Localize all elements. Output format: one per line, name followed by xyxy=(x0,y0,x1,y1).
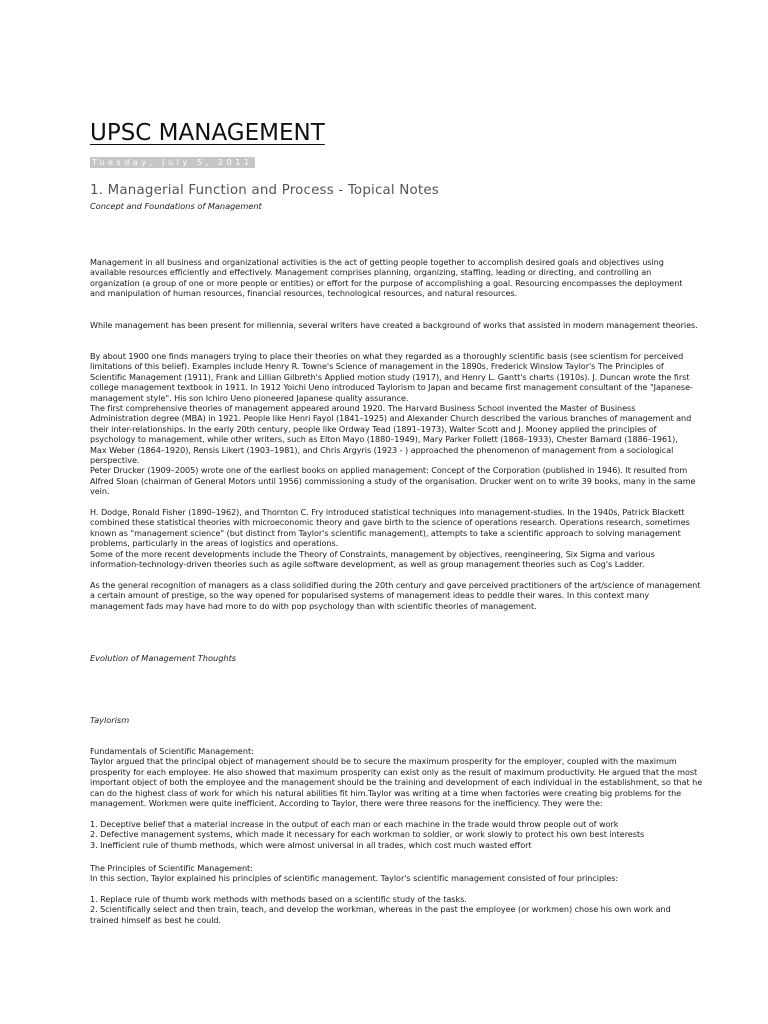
post-subtitle: Concept and Foundations of Management xyxy=(90,201,262,211)
text-line: available resources efficiently and effectively. Management comprises planning, organizing, staffing, leading or directing, and controlling an xyxy=(90,267,652,278)
paragraph-intro xyxy=(90,257,683,299)
text-line: and manipulation of human resources, financial resources, technological resources, and natural resources. xyxy=(90,288,518,299)
list-item: 2. Defective management systems, which made it necessary for each workman to soldier, or work slowly to protect his own best interests xyxy=(90,829,645,840)
paragraph-theories xyxy=(90,351,696,497)
text-line: management style". His son Ichiro Ueno pioneered Japanese quality assurance. xyxy=(90,392,409,403)
text-line: management fads may have had more to do with pop psychology than with scientific theories of management. xyxy=(90,600,537,611)
text-line: H. Dodge, Ronald Fisher (1890–1962), and Thornton C. Fry introduced statistical techniques into management-studies. In the 1940s, Patrick Blackett xyxy=(90,507,685,517)
list-inefficiency-reasons xyxy=(90,819,680,850)
text-line: The first comprehensive theories of management appeared around 1920. The Harvard Business School invented the Master of Business xyxy=(90,403,636,414)
text-line: In this section, Taylor explained his principles of scientific management. Taylor's scientific management consisted of four principles: xyxy=(90,873,619,884)
text-line: Scientific Management (1911), Frank and Lillian Gilbreth's Applied motion study (1917), and Henry L. Gantt's charts (1910s). J. Duncan wrote the first xyxy=(90,371,690,382)
text-line: Fundamentals of Scientific Management: xyxy=(90,746,254,756)
blog-title[interactable]: UPSC MANAGEMENT xyxy=(90,120,325,146)
paragraph-principles xyxy=(90,863,680,884)
text-line: known as "management science" (but distinct from Taylor's scientific management), attempts to take a scientific approach to solving management xyxy=(90,527,681,538)
text-line: a certain amount of prestige, so the way opened for popularised systems of management ideas to peddle their wares. In this context many xyxy=(90,590,650,601)
text-line: Alfred Sloan (chairman of General Motors until 1956) commissioning a study of the organisation. Drucker went on to write 39 books, many in the same xyxy=(90,475,696,486)
text-line: Administration degree (MBA) in 1921. People like Henri Fayol (1841–1925) and Alexander Church described the various branches of management and xyxy=(90,413,692,424)
post-date: Tuesday, July 5, 2011 xyxy=(92,158,253,167)
text-line: By about 1900 one finds managers trying to place their theories on what they regarded as a thoroughly scientific basis (see scientism for perceived xyxy=(90,351,684,361)
text-line: Some of the more recent developments include the Theory of Constraints, management by objectives, reengineering, Six Sigma and various xyxy=(90,548,655,559)
list-item: 3. Inefficient rule of thumb methods, which were almost universal in all trades, which cost much wasted effort xyxy=(90,839,532,850)
text-line: college management textbook in 1911. In 1912 Yoichi Ueno introduced Taylorism to Japan and became first management consultant of the "Japanese- xyxy=(90,382,693,393)
paragraph-history xyxy=(90,320,698,330)
list-item: 2. Scientifically select and then train, teach, and develop the workman, whereas in the past the employee (or workmen) chose his own work and xyxy=(90,904,671,915)
text-line: As the general recognition of managers as a class solidified during the 20th century and gave perceived practitioners of the art/science of management xyxy=(90,580,701,590)
list-item: 1. Replace rule of thumb work methods with methods based on a scientific study of the tasks. xyxy=(90,894,467,904)
list-principles xyxy=(90,894,680,925)
paragraph-recognition xyxy=(90,580,701,611)
text-line: Max Weber (1864–1920), Rensis Likert (1903–1981), and Chris Argyris (1923 - ) approached the phenomenon of management from a sociological xyxy=(90,444,674,455)
list-item: 1. Deceptive belief that a material increase in the output of each man or each machine in the trade would throw people out of work xyxy=(90,819,619,829)
text-line: their inter-relationships. In the early 20th century, people like Ordway Tead (1891–1973), Walter Scott and J. Mooney applied the principles of xyxy=(90,423,657,434)
text-line: perspective. xyxy=(90,455,140,466)
text-line: Management in all business and organizational activities is the act of getting people together to accomplish desired goals and objectives using xyxy=(90,257,664,267)
text-line: combined these statistical theories with microeconomic theory and gave birth to the science of operations research. Operations research, sometimes xyxy=(90,517,690,528)
text-line: psychology to management, while other writers, such as Elton Mayo (1880–1949), Mary Parker Follett (1868–1933), Chester Barnard (1886–1961), xyxy=(90,434,678,445)
paragraph-statistics xyxy=(90,507,690,570)
text-line: Taylor argued that the principal object of management should be to secure the maximum prosperity for the employer, coupled with the maximum xyxy=(90,756,677,767)
text-line: organization (a group of one or more people or entities) or effort for the purpose of accomplishing a goal. Resourcing encompasses the deployment xyxy=(90,277,683,288)
text-line: problems, particularly in the areas of logistics and operations. xyxy=(90,538,339,549)
list-item: trained himself as best he could. xyxy=(90,914,222,925)
text-line: important object of both the employee and the management should be the training and development of each individual in the establishment, so that he xyxy=(90,777,703,788)
text-line: can do the highest class of work for which his natural abilities fit him.Taylor was writing at a time when factories were creating big problems for the xyxy=(90,787,682,798)
text-line: vein. xyxy=(90,486,110,497)
heading-evolution: Evolution of Management Thoughts xyxy=(90,653,237,663)
text-line: Peter Drucker (1909–2005) wrote one of the earliest books on applied management: Concept of the Corporation (published in 1946). It resulted from xyxy=(90,465,688,476)
text-line: information-technology-driven theories such as agile software development, as well as group management theories such as Cog's Ladder. xyxy=(90,559,645,570)
text-line: management. Workmen were quite inefficient. According to Taylor, there were three reasons for the inefficiency. They were the: xyxy=(90,798,603,809)
heading-taylorism: Taylorism xyxy=(90,715,130,725)
text-line: prosperity for each employee. He also showed that maximum prosperity can exist only as the result of maximum productivity. He argued that the most xyxy=(90,766,698,777)
text-line: limitations of this belief). Examples include Henry R. Towne's Science of management in the 1890s, Frederick Winslow Taylor's The Principles of xyxy=(90,361,664,372)
text-line: The Principles of Scientific Management: xyxy=(90,863,253,873)
post-title: 1. Managerial Function and Process - Topical Notes xyxy=(90,183,439,198)
paragraph-fundamentals xyxy=(90,746,703,809)
text-line: While management has been present for millennia, several writers have created a background of works that assisted in modern management theories. xyxy=(90,320,698,330)
